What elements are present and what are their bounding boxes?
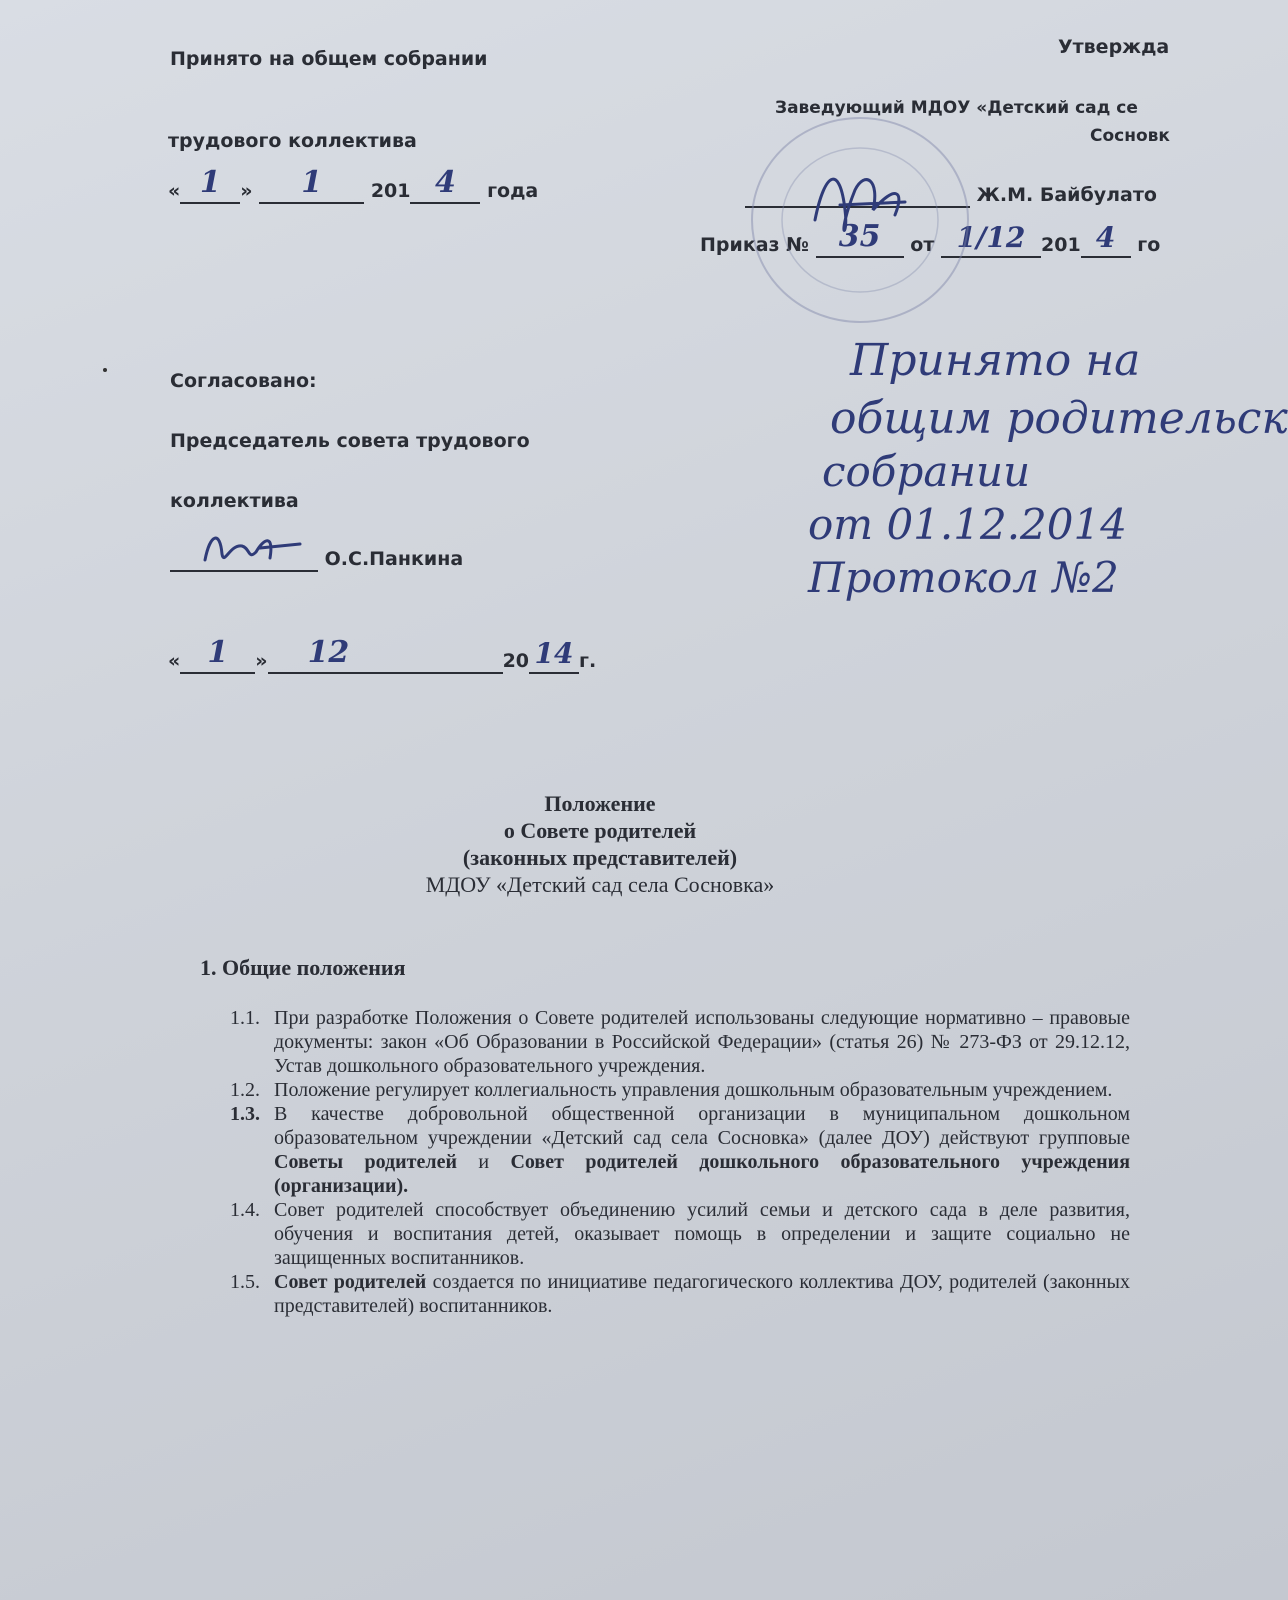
agreed-role-line2: коллектива [170,490,299,512]
date-year-blank: 4 [410,180,480,204]
agreed-year-blank: 14 [529,650,579,674]
handwritten-note [800,335,1288,615]
handwritten-line-4: от 01.12.2014 [808,500,1127,549]
right-header-order: Приказ № 35 от 1/12 201 4 го [700,219,1161,256]
right-header-title: Утвержда [1058,36,1170,58]
head-signature-scribble [815,179,905,230]
agreed-title: Согласовано: [170,370,317,392]
seal-stamp [745,110,975,330]
date-day-blank: 1 [180,180,240,204]
date-month-blank: 1 [259,180,364,204]
agreed-date: « 1 » 12 20 14 г. [168,635,597,672]
list-item: 1.5. Совет родителей создается по инициативе педагогического коллектива ДОУ, родителей (законных представителей) воспитанников. [230,1271,1130,1317]
document-title [0,790,1200,898]
title-line4: МДОУ «Детский сад села Сосновка» [425,872,775,897]
list-item: 1.1. При разработке Положения о Совете родителей использованы следующие нормативно – правовые документы: закон «Об Образовании в Российской Федерации» (статья 26) № 273-ФЗ от 29.12.12, Устав дошкольного образовательного учреждения. [230,1007,1130,1077]
title-line3: (законных представителей) [462,845,738,870]
handwritten-line-1: Принято на [850,335,1141,386]
handwritten-line-2: общим родительск [830,393,1288,444]
left-header-date: « 1 » 1 201 4 года [168,165,539,202]
section1-items [230,1006,1130,1318]
title-line2: о Совете родителей [503,818,697,843]
agreed-role-line1: Председатель совета трудового [170,430,530,452]
order-year-blank: 4 [1081,234,1131,258]
handwritten-line-5: Протокол №2 [808,553,1119,602]
list-item: 1.2. Положение регулирует коллегиальность управления дошкольным образовательным учреждением. [230,1079,1113,1101]
agreed-signature-line: О.С.Панкина [170,548,463,572]
left-header-line1: Принято на общем собрании [170,48,488,70]
handwritten-line-3: собрании [822,447,1031,496]
chair-signature-scribble [170,524,318,570]
section1-heading: 1. Общие положения [200,955,406,980]
right-header-head2: Сосновк [1090,126,1170,146]
agreed-month-blank: 12 [268,650,503,674]
order-number-blank: 35 [816,234,904,258]
title-line1: Положение [544,791,656,816]
list-item: 1.4. Совет родителей способствует объединению усилий семьи и детского сада в деле развития, обучения и воспитания детей, оказывает помощь в определении и защите социально не защищенных воспитанников. [230,1199,1130,1269]
stray-dot [103,368,107,372]
list-item: 1.3. В качестве добровольной общественной организации в муниципальном дошкольном образовательном учреждении «Детский сад села Сосновка» (далее ДОУ) действуют групповые Советы родителей и Совет родителей дошкольного образовательного учреждения (организации). [230,1103,1131,1197]
left-header-line2: трудового коллектива [168,130,417,152]
right-header-head: Заведующий МДОУ «Детский сад се [775,98,1138,118]
order-date-blank: 1/12 [941,234,1041,258]
chair-signature-blank [170,548,318,572]
agreed-day-blank: 1 [180,650,255,674]
right-header-signature-line: Ж.М. Байбулато [745,184,1157,208]
